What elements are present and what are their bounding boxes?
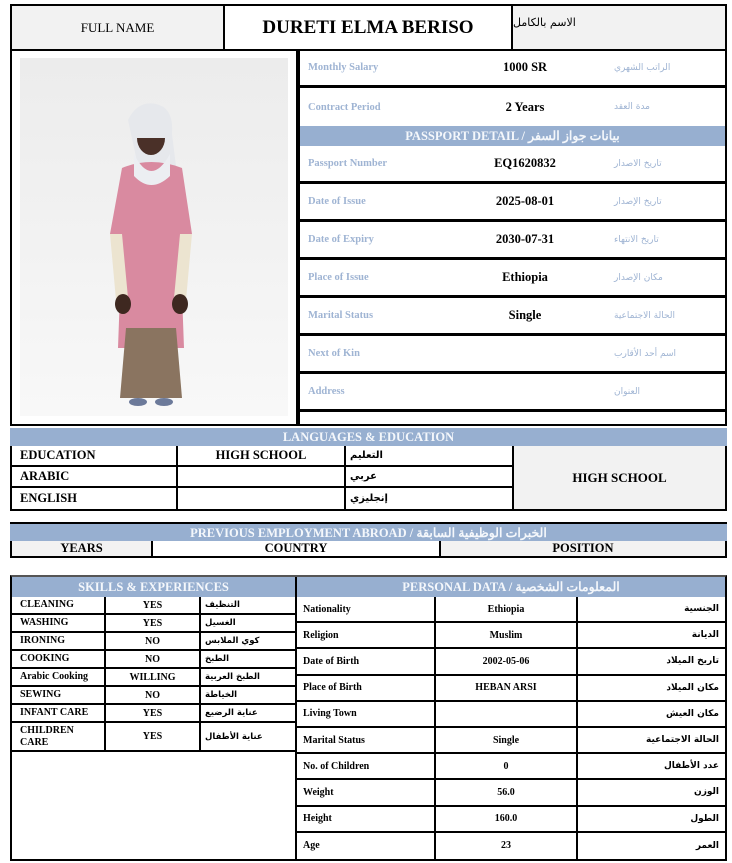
detail-row-address bbox=[300, 374, 725, 412]
language-row-arabic bbox=[12, 467, 512, 488]
full-name-arabic-label: الاسم بالكامل bbox=[513, 6, 725, 49]
personal-label: Age bbox=[297, 833, 436, 859]
skill-label: SEWING bbox=[12, 687, 106, 703]
personal-arabic-label: الجنسية bbox=[684, 604, 719, 615]
language-arabic-label: عربي bbox=[350, 471, 377, 482]
personal-row-age bbox=[297, 833, 725, 859]
skill-value: NO bbox=[106, 633, 201, 649]
language-arabic-label: التعليم bbox=[350, 450, 383, 461]
detail-label: Date of Issue bbox=[308, 196, 366, 207]
full-name-header bbox=[10, 4, 727, 51]
personal-row-religion bbox=[297, 623, 725, 649]
skill-label: Arabic Cooking bbox=[12, 669, 106, 685]
language-label: ENGLISH bbox=[12, 488, 178, 509]
personal-arabic-label: العمر bbox=[695, 840, 719, 851]
personal-value: 2002-05-06 bbox=[436, 649, 578, 673]
personal-label: Height bbox=[297, 807, 436, 831]
skill-label: INFANT CARE bbox=[12, 705, 106, 721]
detail-arabic-label: تاريخ الاصدار bbox=[614, 158, 662, 169]
personal-row-number-of-children bbox=[297, 754, 725, 780]
detail-row-monthly-salary bbox=[300, 50, 725, 88]
personal-value: HEBAN ARSI bbox=[436, 676, 578, 700]
language-value bbox=[178, 467, 346, 486]
skill-row bbox=[12, 705, 295, 723]
personal-arabic-label: الطول bbox=[690, 813, 719, 824]
detail-label: Marital Status bbox=[308, 310, 374, 321]
personal-arabic-label: تاريخ الميلاد bbox=[666, 656, 719, 667]
personal-label: Date of Birth bbox=[297, 649, 436, 673]
skill-label: IRONING bbox=[12, 633, 106, 649]
skill-arabic-label: عناية الأطفال bbox=[205, 731, 263, 742]
personal-label: Place of Birth bbox=[297, 676, 436, 700]
personal-arabic-label: عدد الأطفال bbox=[663, 761, 719, 772]
skill-row bbox=[12, 669, 295, 687]
skill-row bbox=[12, 615, 295, 633]
skills-heading: SKILLS & EXPERIENCES bbox=[12, 577, 295, 597]
personal-value: 23 bbox=[436, 833, 578, 859]
language-arabic-label: إنجليزي bbox=[350, 493, 388, 504]
detail-arabic-label: العنوان bbox=[614, 386, 641, 397]
skill-arabic-label: الطبخ bbox=[205, 654, 229, 664]
personal-value bbox=[436, 702, 578, 726]
language-row-education bbox=[12, 446, 512, 467]
detail-value: 1000 SR bbox=[502, 60, 548, 74]
full-name-label: FULL NAME bbox=[12, 6, 225, 49]
languages-education-heading: LANGUAGES & EDUCATION bbox=[10, 428, 727, 446]
skill-arabic-label: عناية الرضيع bbox=[205, 708, 258, 718]
detail-arabic-label: مدة العقد bbox=[614, 102, 650, 112]
detail-value: EQ1620832 bbox=[494, 156, 556, 170]
skill-arabic-label: كوي الملابس bbox=[205, 636, 260, 646]
detail-label: Date of Expiry bbox=[308, 234, 374, 245]
detail-arabic-label: اسم أحد الأقارب bbox=[614, 348, 677, 359]
skill-label: COOKING bbox=[12, 651, 106, 667]
detail-label: Address bbox=[308, 386, 345, 397]
detail-row-date-of-expiry bbox=[300, 222, 725, 260]
column-header-country: COUNTRY bbox=[153, 541, 441, 556]
personal-value: 56.0 bbox=[436, 780, 578, 804]
detail-row-next-of-kin bbox=[300, 336, 725, 374]
skill-label: WASHING bbox=[12, 615, 106, 631]
personal-row-weight bbox=[297, 780, 725, 806]
language-row-english bbox=[12, 488, 512, 509]
detail-value: Single bbox=[508, 308, 542, 322]
detail-arabic-label: الراتب الشهري bbox=[614, 62, 671, 73]
skills-personal-section bbox=[10, 575, 727, 861]
detail-arabic-label: الحالة الاجتماعية bbox=[614, 310, 675, 321]
skill-arabic-label: التنظيف bbox=[205, 600, 240, 610]
skill-row bbox=[12, 597, 295, 615]
previous-employment-heading: PREVIOUS EMPLOYMENT ABROAD / الخبرات الوظيفية السابقة bbox=[10, 522, 727, 541]
personal-value: Muslim bbox=[436, 623, 578, 647]
full-name-value: DURETI ELMA BERISO bbox=[225, 6, 513, 49]
photo-frame bbox=[10, 50, 298, 426]
column-header-position: POSITION bbox=[441, 541, 725, 556]
language-label: EDUCATION bbox=[12, 446, 178, 465]
personal-value: Single bbox=[436, 728, 578, 752]
skill-label: CLEANING bbox=[12, 597, 106, 613]
personal-row-living-town bbox=[297, 702, 725, 728]
language-value bbox=[178, 488, 346, 509]
personal-row-marital-status bbox=[297, 728, 725, 754]
candidate-photo bbox=[20, 58, 288, 416]
detail-label: Next of Kin bbox=[308, 348, 360, 359]
education-summary: HIGH SCHOOL bbox=[512, 446, 725, 509]
passport-detail-heading: PASSPORT DETAIL / بيانات جواز السفر bbox=[300, 126, 725, 146]
detail-value: Ethiopia bbox=[502, 270, 548, 284]
skill-row bbox=[12, 687, 295, 705]
skill-arabic-label: الغسيل bbox=[205, 618, 236, 628]
detail-label: Monthly Salary bbox=[308, 62, 379, 73]
personal-row-date-of-birth bbox=[297, 649, 725, 675]
language-label: ARABIC bbox=[12, 467, 178, 486]
personal-row-nationality bbox=[297, 597, 725, 623]
personal-arabic-label: مكان العيش bbox=[666, 708, 719, 719]
skill-value: YES bbox=[106, 615, 201, 631]
detail-label: Passport Number bbox=[308, 158, 388, 169]
detail-row-date-of-issue bbox=[300, 184, 725, 222]
personal-value: 0 bbox=[436, 754, 578, 778]
personal-label: No. of Children bbox=[297, 754, 436, 778]
detail-row-passport-number bbox=[300, 146, 725, 184]
column-header-years: YEARS bbox=[12, 541, 153, 556]
detail-row-marital-status bbox=[300, 298, 725, 336]
language-value: HIGH SCHOOL bbox=[178, 446, 346, 465]
personal-arabic-label: الحالة الاجتماعية bbox=[646, 735, 719, 746]
detail-arabic-label: تاريخ الإصدار bbox=[614, 196, 662, 207]
personal-label: Religion bbox=[297, 623, 436, 647]
detail-row-contract-period bbox=[300, 88, 725, 126]
personal-value: Ethiopia bbox=[436, 597, 578, 621]
personal-row-height bbox=[297, 807, 725, 833]
personal-data-heading: PERSONAL DATA / المعلومات الشخصية bbox=[297, 577, 725, 597]
skill-value: YES bbox=[106, 705, 201, 721]
personal-arabic-label: الديانة bbox=[691, 630, 719, 641]
previous-employment-table bbox=[10, 541, 727, 558]
contract-passport-panel bbox=[296, 50, 727, 426]
skill-label: CHILDREN CARE bbox=[12, 723, 106, 750]
personal-arabic-label: الوزن bbox=[694, 787, 719, 798]
skill-value: NO bbox=[106, 651, 201, 667]
skill-value: YES bbox=[106, 723, 201, 750]
skill-row bbox=[12, 723, 295, 752]
skills-table bbox=[12, 577, 297, 859]
person-figure-icon bbox=[20, 58, 288, 416]
detail-arabic-label: مكان الإصدار bbox=[614, 272, 663, 283]
languages-education-table bbox=[10, 446, 727, 511]
personal-label: Weight bbox=[297, 780, 436, 804]
detail-label: Contract Period bbox=[308, 101, 381, 113]
skill-arabic-label: الخياطة bbox=[205, 690, 238, 700]
personal-row-place-of-birth bbox=[297, 676, 725, 702]
skill-row bbox=[12, 633, 295, 651]
detail-row-place-of-issue bbox=[300, 260, 725, 298]
detail-value: 2 Years bbox=[505, 99, 545, 114]
personal-label: Marital Status bbox=[297, 728, 436, 752]
personal-label: Living Town bbox=[297, 702, 436, 726]
skill-row bbox=[12, 651, 295, 669]
detail-arabic-label: تاريخ الانتهاء bbox=[614, 234, 659, 245]
personal-arabic-label: مكان الميلاد bbox=[666, 682, 719, 693]
detail-label: Place of Issue bbox=[308, 272, 369, 283]
personal-value: 160.0 bbox=[436, 807, 578, 831]
detail-value: 2030-07-31 bbox=[495, 232, 555, 246]
skill-value: NO bbox=[106, 687, 201, 703]
detail-value: 2025-08-01 bbox=[495, 194, 555, 208]
skill-arabic-label: الطبخ العربية bbox=[205, 672, 260, 682]
skill-value: YES bbox=[106, 597, 201, 613]
personal-data-table bbox=[297, 577, 725, 859]
personal-label: Nationality bbox=[297, 597, 436, 621]
skill-value: WILLING bbox=[106, 669, 201, 685]
